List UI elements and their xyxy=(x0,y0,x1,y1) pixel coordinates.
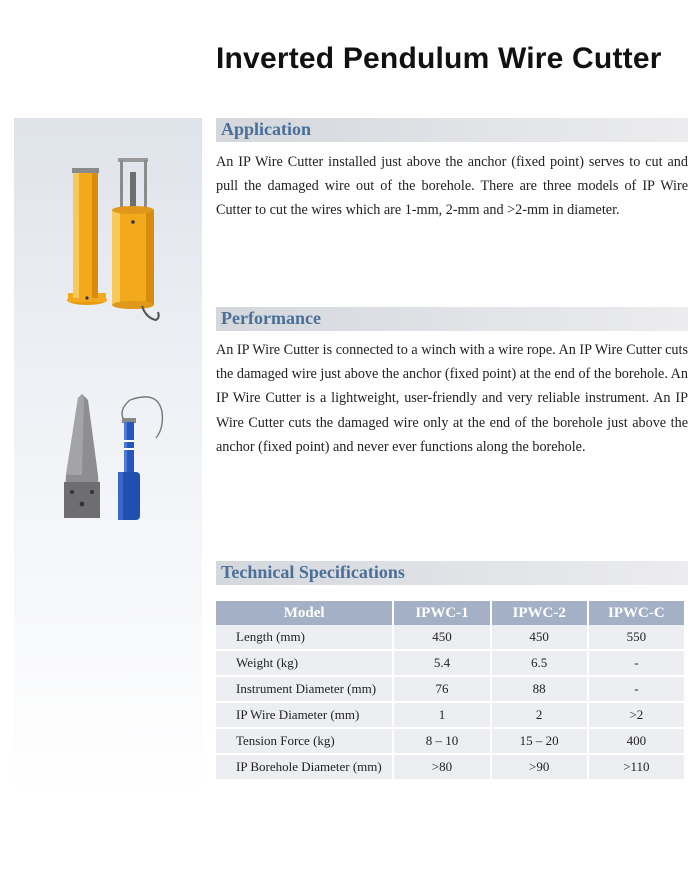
table-cell: 1 xyxy=(394,703,489,729)
application-section-header xyxy=(216,118,688,142)
table-cell: 6.5 xyxy=(492,651,587,677)
blue-wire-cutter-photo xyxy=(58,390,173,530)
table-cell: >2 xyxy=(589,703,684,729)
table-cell: - xyxy=(589,651,684,677)
table-cell: 76 xyxy=(394,677,489,703)
table-cell: 400 xyxy=(589,729,684,755)
table-cell: >90 xyxy=(492,755,587,781)
table-row xyxy=(216,677,684,703)
table-cell: >110 xyxy=(589,755,684,781)
table-row xyxy=(216,755,684,781)
table-header-row xyxy=(216,601,684,625)
table-cell: 450 xyxy=(492,625,587,651)
table-cell: - xyxy=(589,677,684,703)
application-text: An IP Wire Cutter installed just above the anchor (fixed point) serves to cut and pull the damaged wire out of the borehole. There are three models of IP Wire Cutter to cut the wires which are 1-mm, 2-mm and >2-mm in diameter. xyxy=(216,154,688,219)
table-cell: 2 xyxy=(492,703,587,729)
row-label: Instrument Diameter (mm) xyxy=(216,677,392,703)
specifications-section-header xyxy=(216,561,688,585)
table-cell: 8 – 10 xyxy=(394,729,489,755)
page-title: Inverted Pendulum Wire Cutter xyxy=(216,42,662,75)
performance-text: An IP Wire Cutter is connected to a winch with a wire rope. An IP Wire Cutter cuts the damaged wire just above the anchor (fixed point) at the end of the borehole. An IP Wire Cutter is a lightweight, user-friendly and very reliable instrument. An IP Wire Cutter cuts the damaged wire only at the end of the borehole just above the anchor (fixed point) and never ever functions along the borehole. xyxy=(216,342,688,455)
table-row xyxy=(216,703,684,729)
table-cell: 550 xyxy=(589,625,684,651)
row-label: Tension Force (kg) xyxy=(216,729,392,755)
column-header: IPWC-2 xyxy=(492,601,587,625)
application-heading: Application xyxy=(221,119,312,139)
table-cell: >80 xyxy=(394,755,489,781)
row-label: Weight (kg) xyxy=(216,651,392,677)
table-row xyxy=(216,625,684,651)
specifications-heading: Technical Specifications xyxy=(221,562,405,582)
table-cell: 88 xyxy=(492,677,587,703)
row-label: IP Borehole Diameter (mm) xyxy=(216,755,392,781)
row-label: Length (mm) xyxy=(216,625,392,651)
table-cell: 5.4 xyxy=(394,651,489,677)
row-label: IP Wire Diameter (mm) xyxy=(216,703,392,729)
specifications-table xyxy=(214,601,686,781)
table-cell: 450 xyxy=(394,625,489,651)
performance-heading: Performance xyxy=(221,308,321,328)
column-header: Model xyxy=(216,601,392,625)
performance-section-header xyxy=(216,307,688,331)
yellow-wire-cutter-photo xyxy=(60,150,180,330)
column-header: IPWC-1 xyxy=(394,601,489,625)
table-cell: 15 – 20 xyxy=(492,729,587,755)
table-row xyxy=(216,729,684,755)
table-row xyxy=(216,651,684,677)
column-header: IPWC-C xyxy=(589,601,684,625)
